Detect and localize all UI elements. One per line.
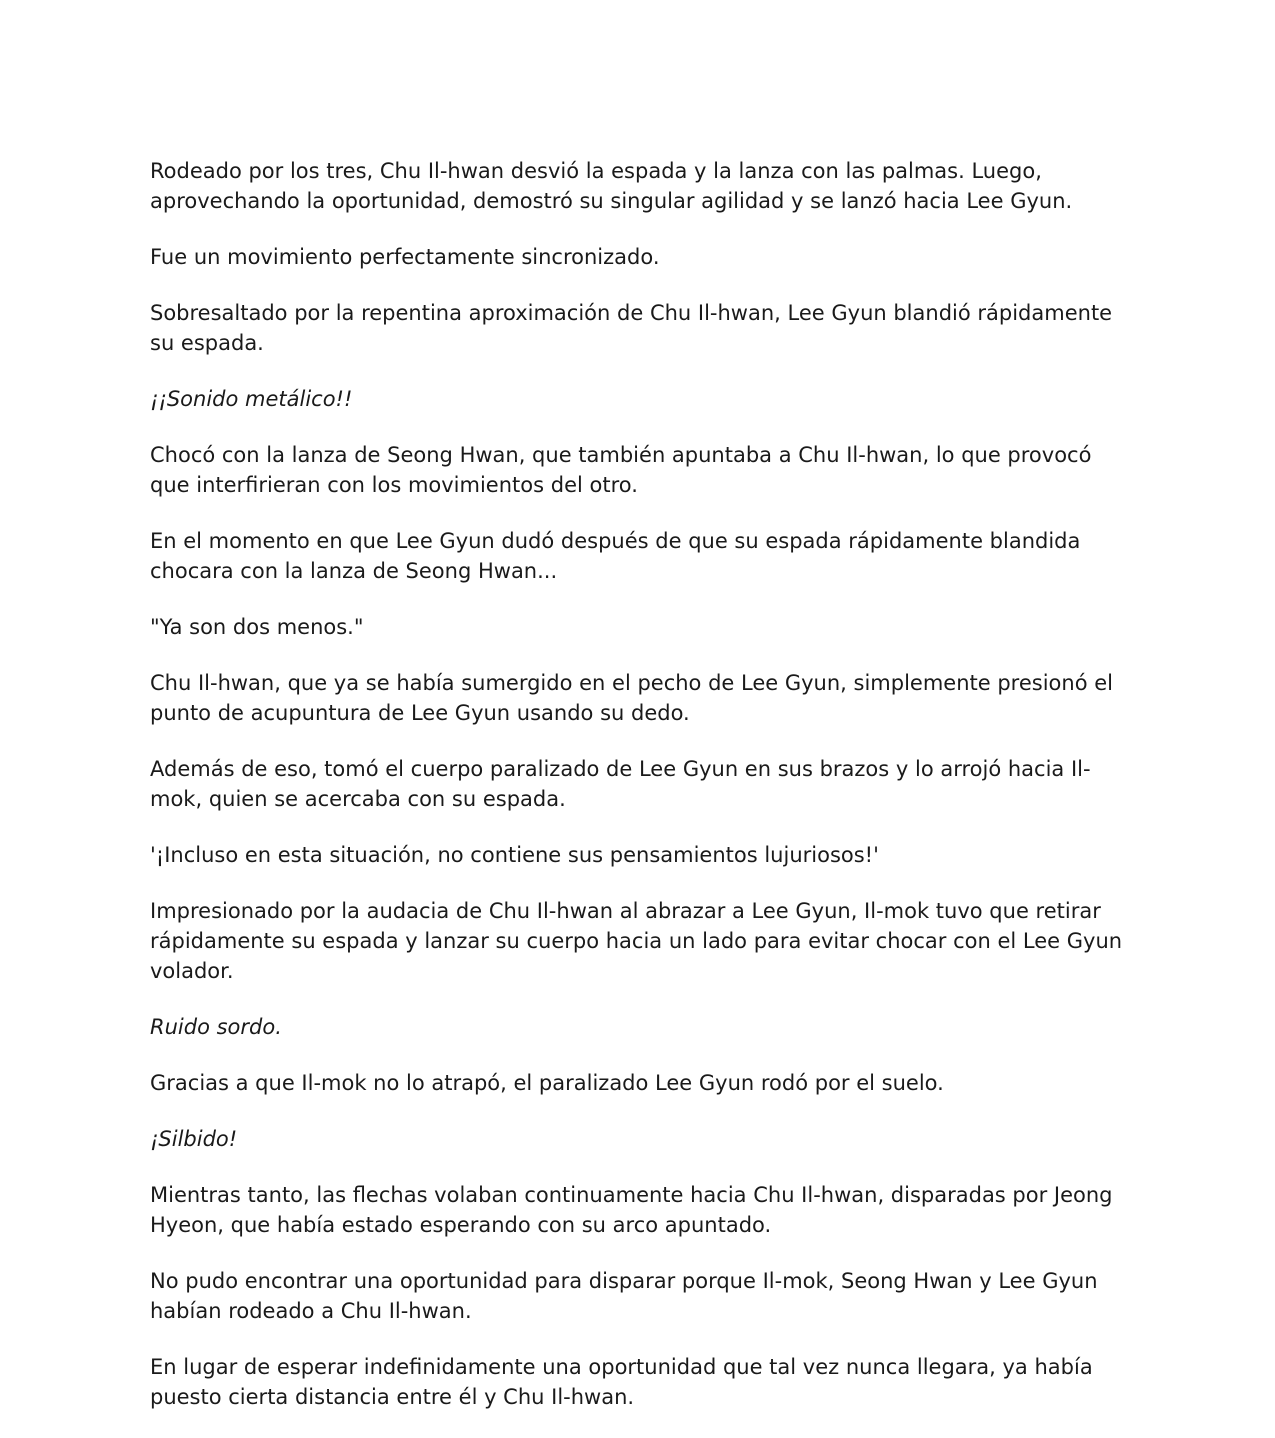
sound-effect-paragraph: ¡¡Sonido metálico!!	[150, 387, 353, 411]
paragraph: Chu Il-hwan, que ya se había sumergido en el pecho de Lee Gyun, simplemente presionó el punto de acupuntura de Lee Gyun usando su dedo.	[150, 671, 1113, 725]
paragraph: No pudo encontrar una oportunidad para disparar porque Il-mok, Seong Hwan y Lee Gyun habían rodeado a Chu Il-hwan.	[150, 1269, 1098, 1323]
sound-effect-paragraph: ¡Silbido!	[150, 1127, 238, 1151]
paragraph: Gracias a que Il-mok no lo atrapó, el paralizado Lee Gyun rodó por el suelo.	[150, 1071, 944, 1095]
paragraph: Chocó con la lanza de Seong Hwan, que también apuntaba a Chu Il-hwan, lo que provocó que interfirieran con los movimientos del otro.	[150, 443, 1092, 497]
paragraph: Fue un movimiento perfectamente sincronizado.	[150, 245, 660, 269]
sound-effect-paragraph: Ruido sordo.	[150, 1015, 282, 1039]
paragraph: Rodeado por los tres, Chu Il-hwan desvió la espada y la lanza con las palmas. Luego, aprovechando la oportunidad, demostró su singular agilidad y se lanzó hacia Lee Gyun.	[150, 159, 1073, 213]
paragraph: Mientras tanto, las flechas volaban continuamente hacia Chu Il-hwan, disparadas por Jeong Hyeon, que había estado esperando con su arco apuntado.	[150, 1183, 1113, 1237]
thought-paragraph: '¡Incluso en esta situación, no contiene sus pensamientos lujuriosos!'	[150, 843, 879, 867]
paragraph: En el momento en que Lee Gyun dudó después de que su espada rápidamente blandida chocara con la lanza de Seong Hwan...	[150, 529, 1081, 583]
paragraph: Sobresaltado por la repentina aproximación de Chu Il-hwan, Lee Gyun blandió rápidamente su espada.	[150, 301, 1113, 355]
paragraph: Impresionado por la audacia de Chu Il-hwan al abrazar a Lee Gyun, Il-mok tuvo que retirar rápidamente su espada y lanzar su cuerpo hacia un lado para evitar chocar con el Lee Gyun volador.	[150, 899, 1123, 983]
paragraph: En lugar de esperar indefinidamente una oportunidad que tal vez nunca llegara, ya había puesto cierta distancia entre él y Chu Il-hwan.	[150, 1355, 1093, 1409]
document-body	[150, 156, 1125, 1438]
paragraph: Además de eso, tomó el cuerpo paralizado de Lee Gyun en sus brazos y lo arrojó hacia Il-mok, quien se acercaba con su espada.	[150, 757, 1091, 811]
dialogue-paragraph: "Ya son dos menos."	[150, 615, 364, 639]
